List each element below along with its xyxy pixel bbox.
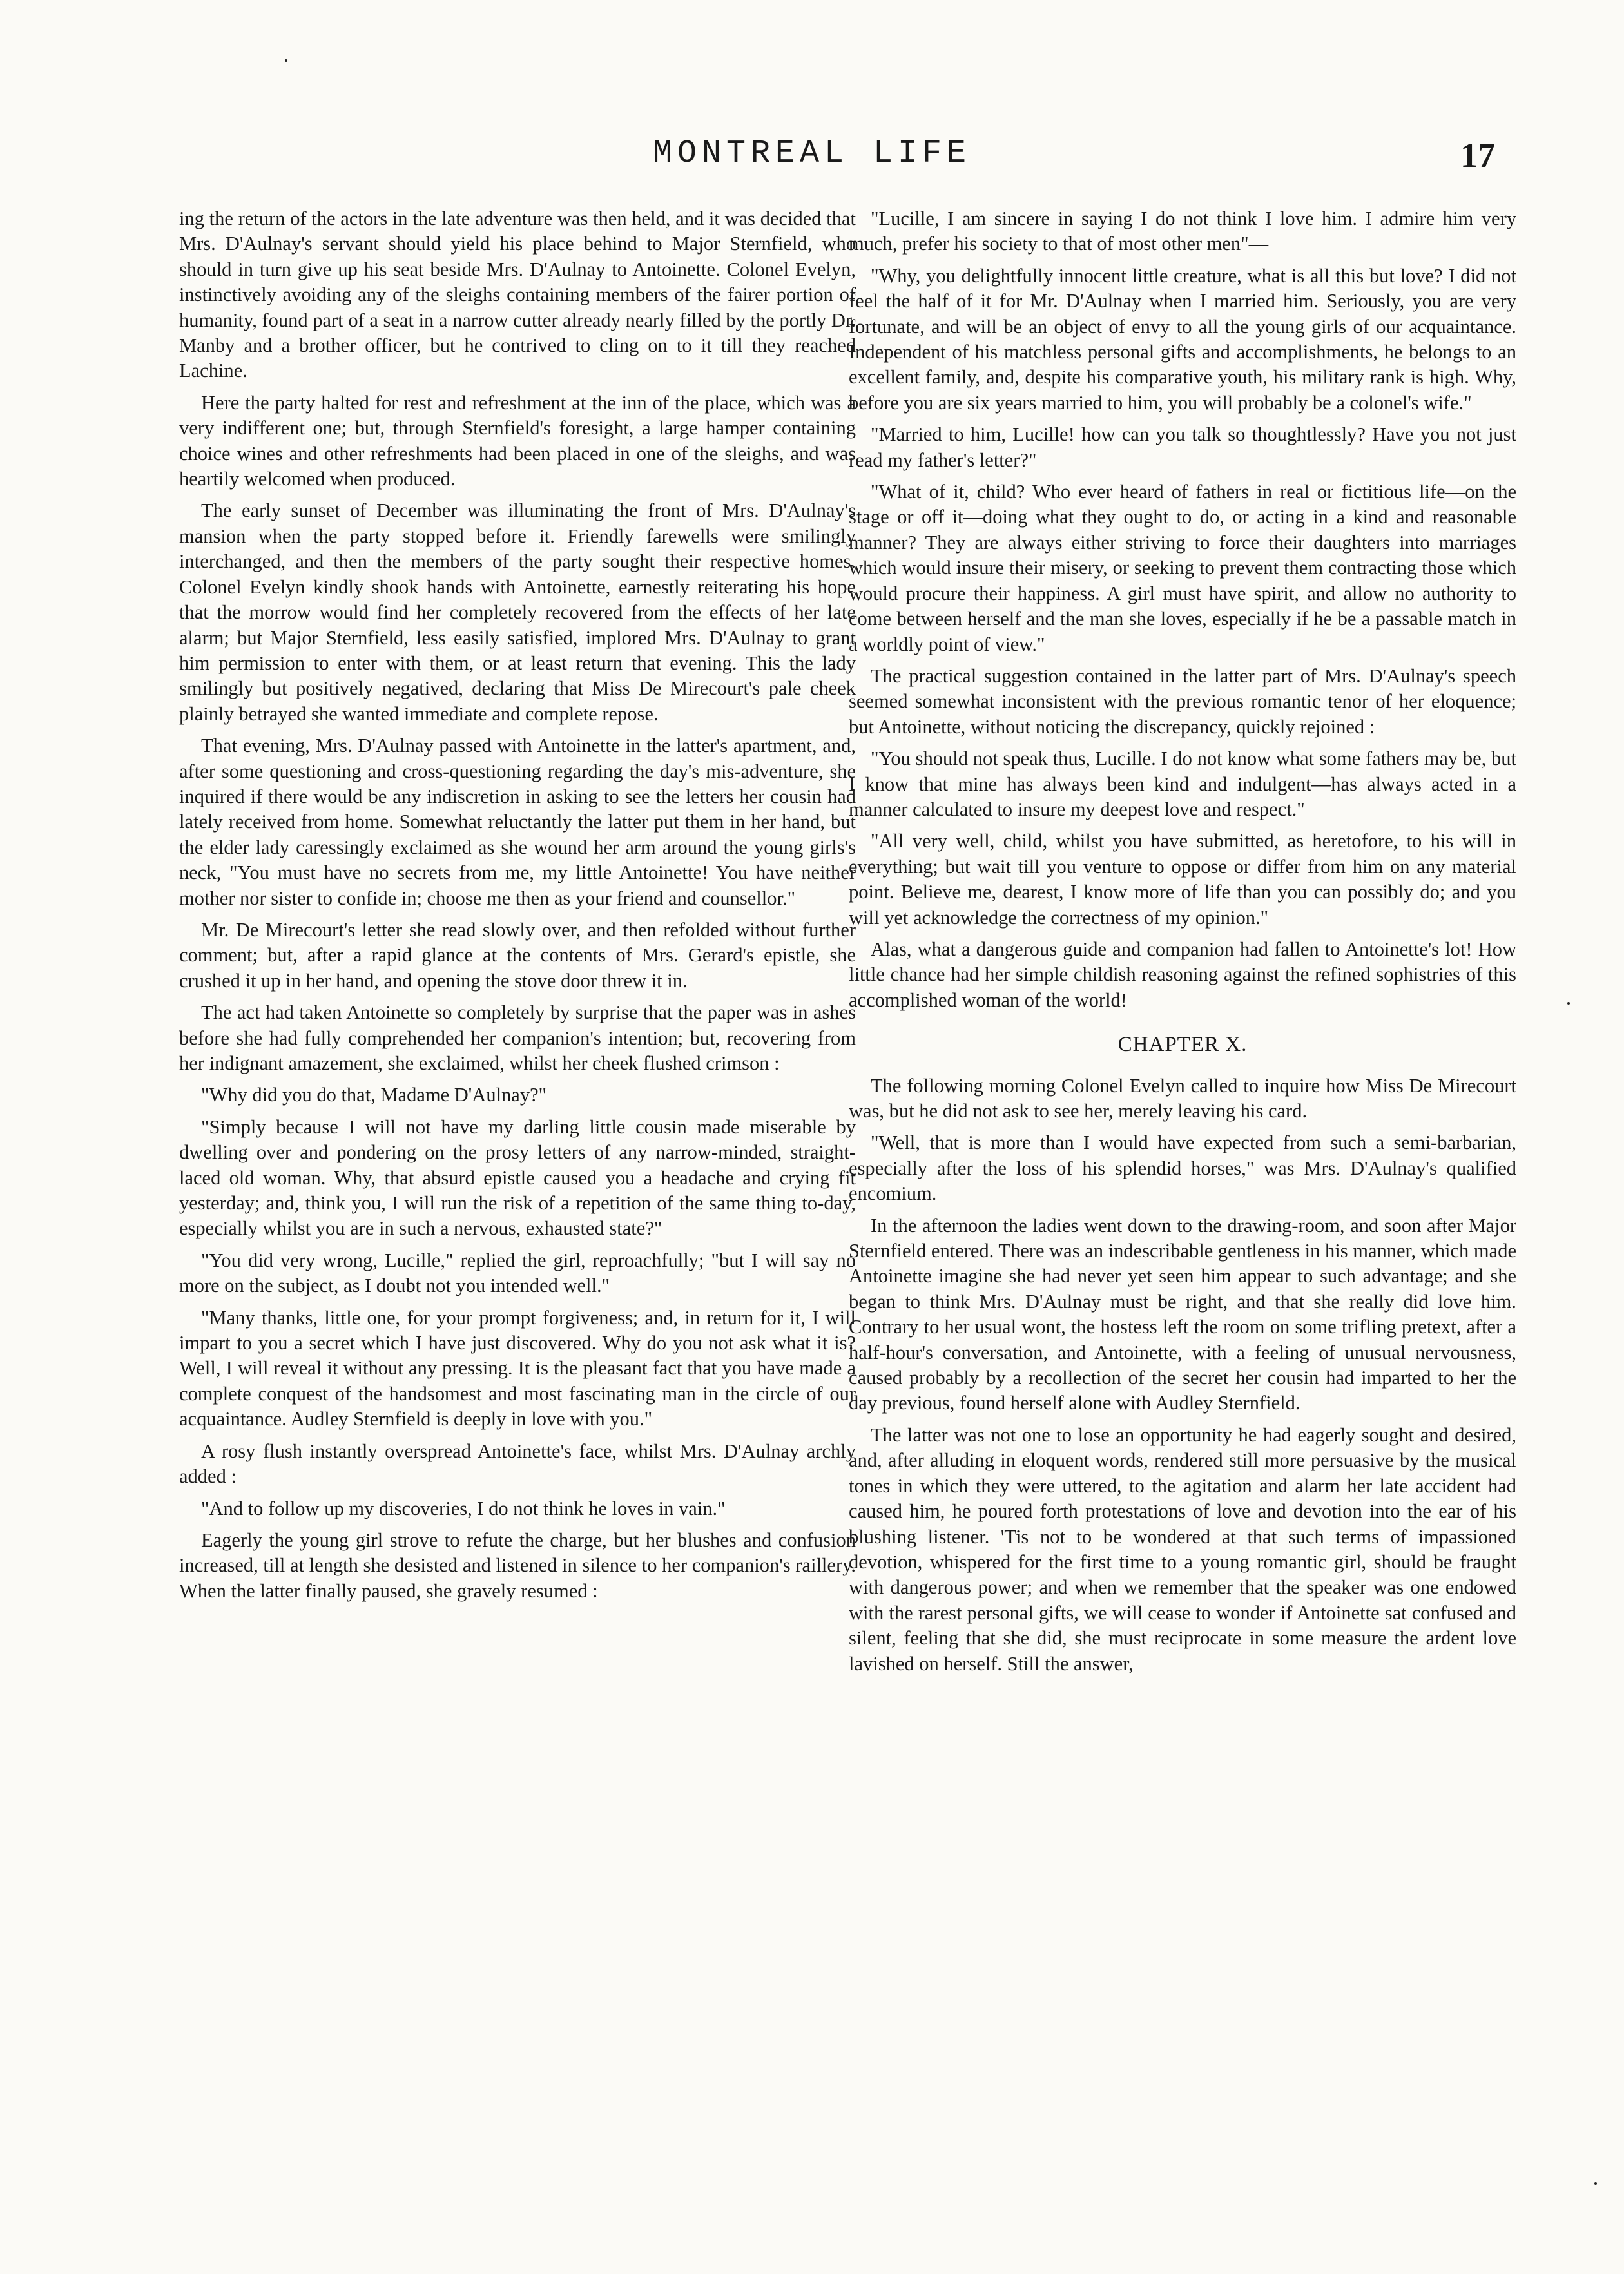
paragraph: The following morning Colonel Evelyn called to inquire how Miss De Mirecourt was, but he did not ask to see her, merely leaving his card. xyxy=(849,1074,1516,1122)
paragraph: Mr. De Mirecourt's letter she read slowly over, and then refolded without further comment; but, after a rapid glance at the contents of Mrs. Gerard's epistle, she crushed it up in her hand, and opening the stove door threw it in. xyxy=(179,918,856,992)
running-title: MONTREAL LIFE xyxy=(652,135,972,172)
paragraph: In the afternoon the ladies went down to the drawing-room, and soon after Major Sternfield entered. There was an indescribable gentleness in his manner, which made Antoinette imagine she had never yet seen him appear to such advantage; and she began to think Mrs. D'Aulnay must be right, and that she really did love him. Contrary to her usual wont, the hostess left the room on some trifling pretext, after a half-hour's conversation, and Antoinette, with a feeling of unusual nervousness, caused probably by a recollection of the secret her cousin had imparted to her the day previous, found herself alone with Audley Sternfield. xyxy=(849,1214,1516,1414)
paragraph: That evening, Mrs. D'Aulnay passed with Antoinette in the latter's apartment, and, after some questioning and cross-questioning regarding the day's mis-adventure, she inquired if there would be any indiscretion in asking to see the letters her cousin had lately received from home. Somewhat reluctantly the latter put them in her hand, but the elder lady caressingly exclaimed as she wound her arm around the young girls's neck, "You must have no secrets from me, my little Antoinette! You have neither mother nor sister to confide in; choose me then as your friend and counsellor." xyxy=(179,735,856,909)
paragraph: "Simply because I will not have my darling little cousin made miserable by dwelling over and pondering on the prosy letters of any narrow-minded, straight-laced old woman. Why, that absurd epistle caused you a headache and crying fit yesterday; and, think you, I will run the risk of a repetition of the same thing to-day, especially whilst you are in such a nervous, exhausted state?" xyxy=(179,1115,856,1240)
print-speck xyxy=(1567,1002,1570,1005)
paragraph: The latter was not one to lose an opportunity he had eagerly sought and desired, and, after alluding in eloquent words, rendered still more persuasive by the musical tones in which they were uttered, to the agitation and alarm her late accident had caused him, he poured forth protestations of love and devotion into the ear of his blushing listener. 'Tis not to be wondered at that such terms of impassioned devotion, whispered for the first time to a young romantic girl, should be fraught with dangerous power; and when we remember that the speaker was one endowed with the rarest personal gifts, we will cease to wonder if Antoinette sat confused and silent, feeling that she did, she must reciprocate in some measure the ardent love lavished on herself. Still the answer, xyxy=(849,1423,1516,1675)
paragraph: "You should not speak thus, Lucille. I do not know what some fathers may be, but I know that mine has always been kind and indulgent—has always acted in a manner calculated to insure my deepest love and respect." xyxy=(849,747,1516,820)
left-column xyxy=(179,206,856,1610)
paragraph: "Well, that is more than I would have expected from such a semi-barbarian, especially after the loss of his splendid horses," was Mrs. D'Aulnay's qualified encomium. xyxy=(849,1132,1516,1205)
paragraph: "All very well, child, whilst you have submitted, as heretofore, to his will in everything; but wait till you venture to oppose or differ from him on any material point. Believe me, dearest, I know more of life than you can possibly do; and you will yet acknowledge the correctness of my opinion." xyxy=(849,830,1516,929)
chapter-heading: CHAPTER X. xyxy=(1117,1033,1248,1057)
paragraph: "Why did you do that, Madame D'Aulnay?" xyxy=(201,1084,547,1106)
paragraph: Alas, what a dangerous guide and companion had fallen to Antoinette's lot! How little chance had her simple childish reasoning against the refined sophistries of this accomplished woman of the world! xyxy=(849,938,1516,1011)
paragraph: The act had taken Antoinette so completely by surprise that the paper was in ashes before she had fully comprehended her companion's intention; but, recovering from her indignant amazement, she exclaimed, whilst her cheek flushed crimson : xyxy=(179,1001,856,1074)
paragraph: Here the party halted for rest and refreshment at the inn of the place, which was a very indifferent one; but, through Sternfield's foresight, a large hamper containing choice wines and other refreshments had been placed in one of the sleighs, and was heartily welcomed when produced. xyxy=(179,391,856,490)
paragraph: A rosy flush instantly overspread Antoinette's face, whilst Mrs. D'Aulnay archly added : xyxy=(179,1440,856,1488)
page-number: 17 xyxy=(1460,136,1495,175)
print-speck xyxy=(1594,2182,1597,2185)
paragraph: The practical suggestion contained in the latter part of Mrs. D'Aulnay's speech seemed somewhat inconsistent with the previous romantic tenor of her eloquence; but Antoinette, without noticing the discrepancy, quickly rejoined : xyxy=(849,664,1516,738)
paragraph: "Lucille, I am sincere in saying I do not think I love him. I admire him very much, prefer his society to that of most other men"— xyxy=(849,207,1516,255)
paragraph: "Married to him, Lucille! how can you talk so thoughtlessly? Have you not just read my father's letter?" xyxy=(849,423,1516,471)
paragraph: ing the return of the actors in the late adventure was then held, and it was decided that Mrs. D'Aulnay's servant should yield his place behind to Major Sternfield, who should in turn give up his seat beside Mrs. D'Aulnay to Antoinette. Colonel Evelyn, instinctively avoiding any of the sleighs containing members of the fairer portion of humanity, found part of a seat in a narrow cutter already nearly filled by the portly Dr. Manby and a brother officer, but he contrived to cling on to it till they reached Lachine. xyxy=(179,207,856,382)
print-speck xyxy=(285,59,287,62)
paragraph: The early sunset of December was illuminating the front of Mrs. D'Aulnay's mansion when the party stopped before it. Friendly farewells were smilingly interchanged, and then the members of the party sought their respective homes. Colonel Evelyn kindly shook hands with Antoinette, earnestly reiterating his hope that the morrow would find her completely recovered from the effects of her late alarm; but Major Sternfield, less easily satisfied, implored Mrs. D'Aulnay to grant him permission to enter with them, or at least return that evening. This the lady smilingly but positively negatived, declaring that Miss De Mirecourt's pale cheek plainly betrayed she wanted immediate and complete repose. xyxy=(179,499,856,725)
paragraph: Eagerly the young girl strove to refute the charge, but her blushes and confusion increased, till at length she desisted and listened in silence to her companion's raillery. When the latter finally paused, she gravely resumed : xyxy=(179,1528,856,1602)
paragraph: "Many thanks, little one, for your prompt forgiveness; and, in return for it, I will impart to you a secret which I have just discovered. Why do you not ask what it is? Well, I will reveal it without any pressing. It is the pleasant fact that you have made a complete conquest of the handsomest and most fascinating man in the circle of our acquaintance. Audley Sternfield is deeply in love with you." xyxy=(179,1306,856,1431)
paragraph: "What of it, child? Who ever heard of fathers in real or fictitious life—on the stage or off it—doing what they ought to do, or acting in a kind and reasonable manner? They are always either striving to force their daughters into marriages which would insure their misery, or seeking to prevent them contracting those which would procure their happiness. A girl must have spirit, and allow no authority to come between herself and the man she loves, especially if he be a passable match in a worldly point of view." xyxy=(849,481,1516,655)
paragraph: "You did very wrong, Lucille," replied the girl, reproachfully; "but I will say no more on the subject, as I doubt not you intended well." xyxy=(179,1249,856,1297)
paragraph: "Why, you delightfully innocent little creature, what is all this but love? I did not feel the half of it for Mr. D'Aulnay when I married him. Seriously, you are very fortunate, and will be an object of envy to all the young girls of our acquaintance. Independent of his matchless personal gifts and accomplishments, he belongs to an excellent family, and, despite his comparative youth, his military rank is high. Why, before you are six years married to him, you will probably be a colonel's wife." xyxy=(849,264,1516,414)
running-head xyxy=(0,135,1624,180)
paragraph: "And to follow up my discoveries, I do not think he loves in vain." xyxy=(201,1497,726,1519)
right-column xyxy=(849,206,1516,1683)
